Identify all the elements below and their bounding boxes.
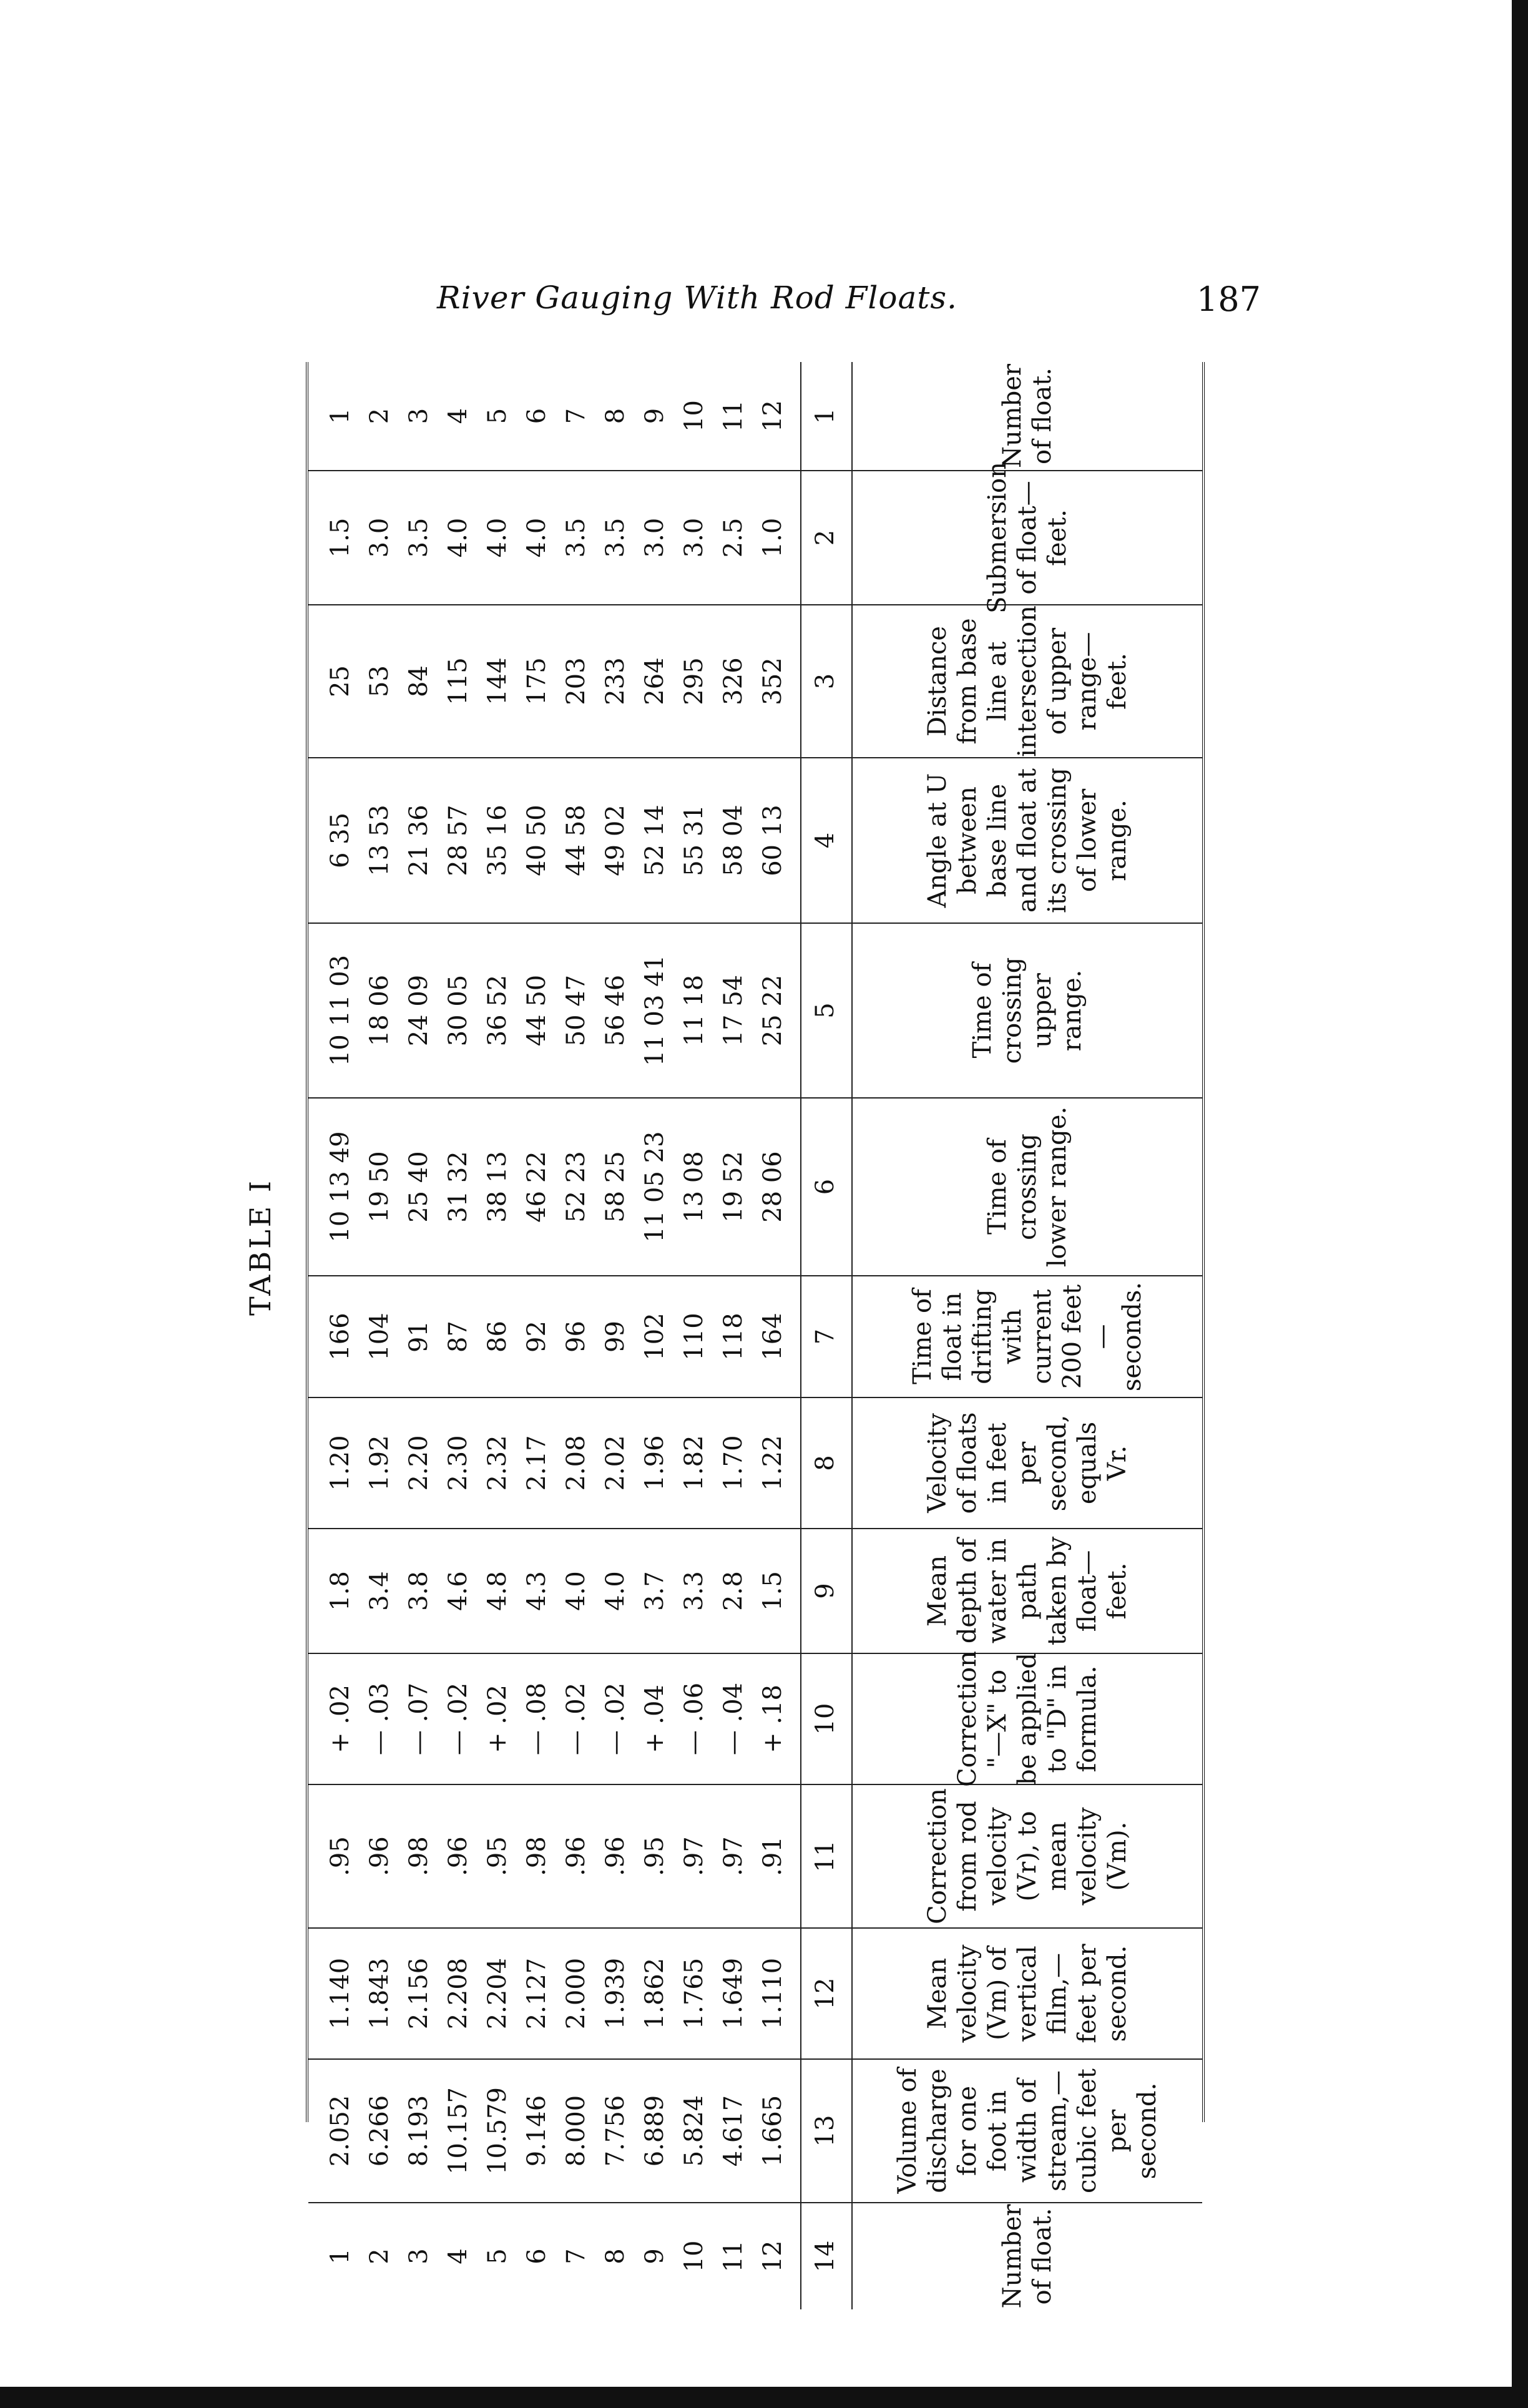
table-cell: — .04 <box>719 1682 748 1756</box>
table-cell: .98 <box>522 1836 551 1876</box>
column-heading: Time of crossing upper range. <box>968 957 1087 1064</box>
table-cell: 5.824 <box>680 2095 708 2167</box>
table-cell: 1.92 <box>365 1435 394 1491</box>
column-number: 3 <box>800 605 853 757</box>
table-cell: 60 13 <box>758 805 787 876</box>
column-cells <box>321 362 796 470</box>
table-cell: .95 <box>326 1836 355 1876</box>
table-cell: 7.756 <box>601 2095 630 2167</box>
table-cell: 1.0 <box>758 517 787 558</box>
table-cell: 17 54 <box>719 974 748 1047</box>
column-heading: Volume of discharge for one foot in width of stream,—cubic feet per second. <box>893 2068 1162 2194</box>
table-cell: 1.82 <box>680 1435 708 1491</box>
column-heading: Correction from rod velocity (Vr), to mean velocity (Vm). <box>923 1788 1132 1924</box>
table-cell: 4.6 <box>444 1571 473 1611</box>
table-cell: 1.140 <box>326 1957 355 2030</box>
table-cell: 1.843 <box>365 1957 394 2030</box>
table-cell: 11 03 41 <box>640 954 669 1067</box>
table-cell: 2.30 <box>444 1435 473 1491</box>
table-cell: 38 13 <box>483 1151 512 1223</box>
table-cell: 1 <box>326 2248 355 2264</box>
column-number: 11 <box>800 1785 853 1927</box>
table-cell: .98 <box>404 1836 433 1876</box>
table-cell: 1.96 <box>640 1435 669 1491</box>
table-cell: 13 53 <box>365 805 394 876</box>
table-cell: .96 <box>444 1836 473 1876</box>
table-cell: + .02 <box>326 1685 355 1753</box>
table-cell: 11 18 <box>680 974 708 1047</box>
table-cell: 2.32 <box>483 1435 512 1491</box>
table-cell: 1.8 <box>326 1571 355 1611</box>
table-cell: 3.0 <box>365 517 394 558</box>
table-column-14 <box>308 2203 1202 2309</box>
table-cell: 4.0 <box>483 517 512 558</box>
table-column-3 <box>308 605 1202 758</box>
table-cell: + .02 <box>483 1685 512 1753</box>
table-cell: 4.617 <box>719 2095 748 2167</box>
table-cell: .91 <box>758 1836 787 1876</box>
table-column-7 <box>308 1276 1202 1398</box>
table-cell: 1.862 <box>640 1957 669 2030</box>
table-cell: 31 32 <box>444 1151 473 1223</box>
table-cell: + .18 <box>758 1685 787 1753</box>
table-cell: 44 50 <box>522 974 551 1047</box>
table-cell: 6 <box>522 2248 551 2264</box>
table-cell: 8 <box>601 408 630 424</box>
table-cell: 53 <box>365 665 394 697</box>
column-cells <box>321 758 796 923</box>
table-cell: 8.193 <box>404 2095 433 2167</box>
table-cell: 1.70 <box>719 1435 748 1491</box>
table-cell: 11 <box>719 2240 748 2273</box>
column-cells <box>321 1654 796 1784</box>
table-cell: 58 25 <box>601 1151 630 1223</box>
column-heading: Mean depth of water in path taken by float—feet. <box>923 1536 1132 1646</box>
table-column-9 <box>308 1529 1202 1654</box>
table-cell: 3.3 <box>680 1571 708 1611</box>
table-column-13 <box>308 2060 1202 2203</box>
table-cell: 1.939 <box>601 1957 630 2030</box>
column-cells <box>321 471 796 604</box>
table-cell: 9.146 <box>522 2095 551 2167</box>
page-number: 187 <box>1196 280 1261 319</box>
table-cell: 50 47 <box>562 974 590 1047</box>
table-cell: 5 <box>483 408 512 424</box>
table-cell: 1 <box>326 408 355 424</box>
column-number: 2 <box>800 471 853 604</box>
table-cell: 118 <box>719 1313 748 1361</box>
table-cell: 144 <box>483 657 512 705</box>
table-cell: 3.8 <box>404 1571 433 1611</box>
table-cell: 2.8 <box>719 1571 748 1611</box>
column-number: 14 <box>800 2203 853 2309</box>
table-column-4 <box>308 758 1202 924</box>
column-number: 1 <box>800 362 853 470</box>
table-cell: 6 35 <box>326 812 355 869</box>
table-cell: 1.765 <box>680 1957 708 2030</box>
column-cells <box>321 1785 796 1927</box>
table-cell: 4.0 <box>444 517 473 558</box>
table-cell: 175 <box>522 657 551 705</box>
column-cells <box>321 1929 796 2058</box>
table-cell: 12 <box>758 400 787 432</box>
column-cells <box>321 2203 796 2309</box>
table-column-11 <box>308 1785 1202 1929</box>
table-cell: 164 <box>758 1313 787 1361</box>
column-cells <box>321 1099 796 1275</box>
table-cell: 4.0 <box>522 517 551 558</box>
table-cell: 115 <box>444 657 473 705</box>
table-cell: 1.20 <box>326 1435 355 1491</box>
column-cells <box>321 2060 796 2202</box>
table-cell: 3.4 <box>365 1571 394 1611</box>
table-cell: 13 08 <box>680 1151 708 1223</box>
column-heading: Angle at U between base line and float at its crossing of lower range. <box>923 768 1132 913</box>
table-cell: 2.02 <box>601 1435 630 1491</box>
column-cells <box>321 1276 796 1397</box>
table-cell: 30 05 <box>444 974 473 1047</box>
table-cell: 9 <box>640 408 669 424</box>
table-cell: 52 23 <box>562 1151 590 1223</box>
table-cell: 56 46 <box>601 974 630 1047</box>
table-cell: 2.17 <box>522 1435 551 1491</box>
table-cell: 11 <box>719 400 748 432</box>
table-cell: 10.157 <box>444 2087 473 2175</box>
table-cell: 12 <box>758 2240 787 2273</box>
table-cell: 36 52 <box>483 974 512 1047</box>
data-table <box>306 362 1205 2309</box>
table-cell: 2 <box>365 2248 394 2264</box>
table-cell: — .02 <box>444 1682 473 1756</box>
table-cell: 4.0 <box>601 1571 630 1611</box>
table-cell: .95 <box>483 1836 512 1876</box>
table-cell: 9 <box>640 2248 669 2264</box>
table-cell: 10.579 <box>483 2087 512 2175</box>
table-cell: — .08 <box>522 1682 551 1756</box>
table-cell: 25 40 <box>404 1151 433 1223</box>
table-cell: 28 57 <box>444 805 473 876</box>
table-cell: + .04 <box>640 1685 669 1753</box>
table-cell: 352 <box>758 657 787 705</box>
table-cell: 84 <box>404 665 433 697</box>
table-cell: — .07 <box>404 1682 433 1756</box>
table-cell: .95 <box>640 1836 669 1876</box>
table-cell: 3.7 <box>640 1571 669 1611</box>
column-heading: Time of crossing lower range. <box>983 1106 1072 1268</box>
table-cell: 2.204 <box>483 1957 512 2030</box>
table-cell: 2.08 <box>562 1435 590 1491</box>
table-cell: 2.127 <box>522 1957 551 2030</box>
table-column-12 <box>308 1929 1202 2060</box>
table-cell: .96 <box>562 1836 590 1876</box>
table-cell: 10 11 03 <box>326 954 355 1067</box>
table-cell: 7 <box>562 2248 590 2264</box>
column-cells <box>321 924 796 1097</box>
table-cell: .96 <box>365 1836 394 1876</box>
table-cell: .97 <box>719 1836 748 1876</box>
table-cell: — .06 <box>680 1682 708 1756</box>
table-cell: 11 05 23 <box>640 1131 669 1243</box>
column-number: 8 <box>800 1398 853 1528</box>
table-cell: 3.0 <box>640 517 669 558</box>
column-heading: Velocity of floats in feet per second, equals Vr. <box>923 1412 1132 1514</box>
table-cell: 5 <box>483 2248 512 2264</box>
table-cell: 2.156 <box>404 1957 433 2030</box>
column-heading: Number of float. <box>998 2204 1057 2309</box>
table-cell: 1.110 <box>758 1957 787 2030</box>
table-cell: — .03 <box>365 1682 394 1756</box>
table-cell: 1.5 <box>326 517 355 558</box>
table-cell: 7 <box>562 408 590 424</box>
table-cell: 24 09 <box>404 974 433 1047</box>
table-cell: 10 13 49 <box>326 1131 355 1243</box>
table-cell: 295 <box>680 657 708 705</box>
table-column-1 <box>308 362 1202 471</box>
table-cell: 1.649 <box>719 1957 748 2030</box>
column-heading: Distance from base line at intersection of upper range—feet. <box>923 605 1132 757</box>
running-title: River Gauging With Rod Floats. <box>437 280 957 316</box>
table-cell: 18 06 <box>365 974 394 1047</box>
column-heading: Correction "—X" to be applied to "D" in formula. <box>953 1651 1102 1787</box>
table-cell: .96 <box>601 1836 630 1876</box>
table-cell: 6.266 <box>365 2095 394 2167</box>
table-cell: 86 <box>483 1321 512 1353</box>
table-cell: 264 <box>640 657 669 705</box>
table-cell: 55 31 <box>680 805 708 876</box>
table-cell: 10 <box>680 2240 708 2273</box>
column-cells <box>321 1398 796 1528</box>
table-cell: 4 <box>444 2248 473 2264</box>
table-column-6 <box>308 1099 1202 1276</box>
table-cell: 3 <box>404 2248 433 2264</box>
table-cell: 28 06 <box>758 1151 787 1223</box>
rotated-table-container <box>306 362 1205 2309</box>
table-cell: 58 04 <box>719 805 748 876</box>
table-cell: 3 <box>404 408 433 424</box>
table-cell: 2.000 <box>562 1957 590 2030</box>
table-column-2 <box>308 462 1202 614</box>
table-cell: 4 <box>444 408 473 424</box>
table-cell: 96 <box>562 1321 590 1353</box>
table-cell: 326 <box>719 657 748 705</box>
table-cell: 35 16 <box>483 805 512 876</box>
table-cell: 1.5 <box>758 1571 787 1611</box>
column-cells <box>321 1529 796 1653</box>
table-cell: 1.22 <box>758 1435 787 1491</box>
column-number: 10 <box>800 1654 853 1784</box>
table-cell: 4.8 <box>483 1571 512 1611</box>
table-cell: 2.20 <box>404 1435 433 1491</box>
table-cell: 110 <box>680 1313 708 1361</box>
table-cell: 10 <box>680 400 708 432</box>
table-cell: 21 36 <box>404 805 433 876</box>
table-column-5 <box>308 924 1202 1099</box>
column-cells <box>321 605 796 757</box>
column-number: 5 <box>800 924 853 1097</box>
column-heading: Number of float. <box>998 363 1057 469</box>
table-cell: 3.5 <box>404 517 433 558</box>
table-cell: 44 58 <box>562 805 590 876</box>
table-cell: 87 <box>444 1321 473 1353</box>
table-cell: 40 50 <box>522 805 551 876</box>
table-cell: 46 22 <box>522 1151 551 1223</box>
table-cell: — .02 <box>601 1682 630 1756</box>
table-cell: 166 <box>326 1313 355 1361</box>
table-cell: 6 <box>522 408 551 424</box>
table-cell: 233 <box>601 657 630 705</box>
table-cell: 49 02 <box>601 805 630 876</box>
table-cell: 91 <box>404 1321 433 1353</box>
table-cell: 52 14 <box>640 805 669 876</box>
table-cell: 4.0 <box>562 1571 590 1611</box>
table-cell: 6.889 <box>640 2095 669 2167</box>
column-number: 7 <box>800 1276 853 1397</box>
column-heading: Submersion of float—feet. <box>983 462 1072 614</box>
column-number: 9 <box>800 1529 853 1653</box>
column-heading: Mean velocity (Vm) of vertical film,—feet per second. <box>923 1944 1132 2043</box>
table-cell: .97 <box>680 1836 708 1876</box>
table-cell: 19 50 <box>365 1151 394 1223</box>
table-cell: 8 <box>601 2248 630 2264</box>
table-cell: 99 <box>601 1321 630 1353</box>
table-cell: 3.5 <box>601 517 630 558</box>
table-cell: 2 <box>365 408 394 424</box>
table-cell: 92 <box>522 1321 551 1353</box>
table-cell: 2.052 <box>326 2095 355 2167</box>
table-cell: 25 22 <box>758 974 787 1047</box>
table-label: TABLE I <box>243 1178 277 1316</box>
table-cell: — .02 <box>562 1682 590 1756</box>
column-number: 12 <box>800 1929 853 2058</box>
table-cell: 2.208 <box>444 1957 473 2030</box>
table-cell: 4.3 <box>522 1571 551 1611</box>
table-cell: 25 <box>326 665 355 697</box>
table-cell: 104 <box>365 1313 394 1361</box>
table-cell: 3.5 <box>562 517 590 558</box>
table-column-8 <box>308 1398 1202 1529</box>
table-cell: 3.0 <box>680 517 708 558</box>
table-cell: 102 <box>640 1313 669 1361</box>
table-cell: 2.5 <box>719 517 748 558</box>
table-cell: 1.665 <box>758 2095 787 2167</box>
column-heading: Time of float in drifting with current 200 feet—seconds. <box>908 1281 1147 1392</box>
table-cell: 8.000 <box>562 2095 590 2167</box>
table-cell: 203 <box>562 657 590 705</box>
column-number: 4 <box>800 758 853 923</box>
table-cell: 19 52 <box>719 1151 748 1223</box>
table-column-10 <box>308 1651 1202 1787</box>
column-number: 6 <box>800 1099 853 1275</box>
column-number: 13 <box>800 2060 853 2202</box>
